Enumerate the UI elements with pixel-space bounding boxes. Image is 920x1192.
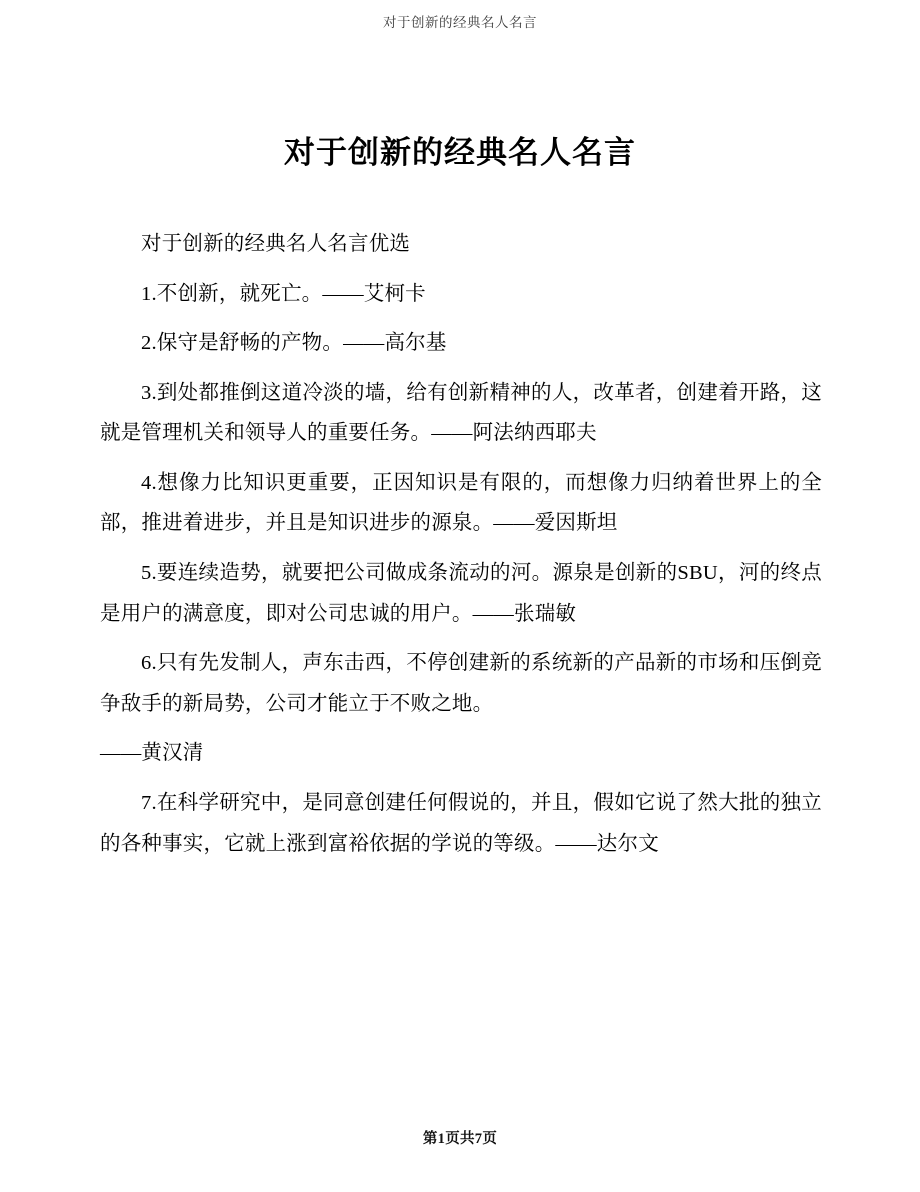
page-title: 对于创新的经典名人名言: [284, 135, 636, 170]
paragraph-item-5: 5.要连续造势，就要把公司做成条流动的河。源泉是创新的SBU，河的终点是用户的满意度，即对公司忠诚的用户。——张瑞敏: [100, 562, 822, 625]
paragraph-item-6: 6.只有先发制人，声东击西，不停创建新的系统新的产品新的市场和压倒竞争敌手的新局势，公司才能立于不败之地。: [100, 652, 822, 715]
paragraph-item-2: 2.保守是舒畅的产物。——高尔基: [141, 332, 447, 355]
page-header: 对于创新的经典名人名言: [383, 15, 537, 30]
paragraph-lead: 对于创新的经典名人名言优选: [141, 233, 411, 255]
paragraph-item-6-attribution: ——黄汉清: [100, 742, 204, 765]
document-body: [0, 224, 920, 864]
paragraph-item-7: 7.在科学研究中，是同意创建任何假说的，并且，假如它说了然大批的独立的各种事实，它就上涨到富裕依据的学说的等级。——达尔文: [100, 791, 822, 855]
paragraph-item-1: 1.不创新，就死亡。——艾柯卡: [141, 282, 426, 305]
page-footer: 第1页共7页: [422, 1131, 498, 1147]
paragraph-item-4: 4.想像力比知识更重要，正因知识是有限的，而想像力归纳着世界上的全部，推进着进步，并且是知识进步的源泉。——爱因斯坦: [100, 471, 822, 535]
paragraph-item-3: 3.到处都推倒这道冷淡的墙，给有创新精神的人，改革者，创建着开路，这就是管理机关和领导人的重要任务。——阿法纳西耶夫: [100, 381, 822, 445]
